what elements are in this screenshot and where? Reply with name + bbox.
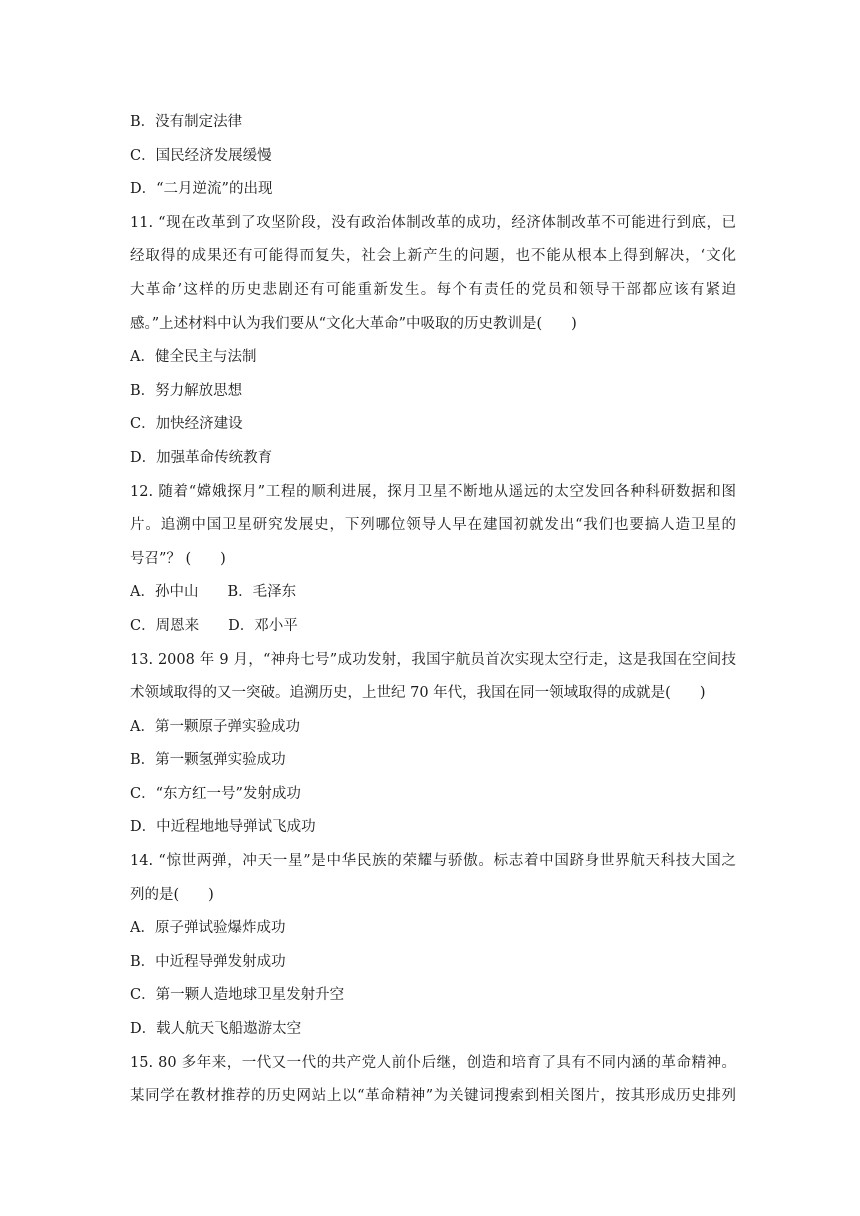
question-11-line-3: 大革命’这样的历史悲剧还有可能重新发生。每个有责任的党员和领导干部都应该有紧迫 (130, 281, 736, 298)
option-d-q13: D．中近程地地导弹试飞成功 (130, 819, 316, 836)
question-12-line-3: 号召”？ ( ) (130, 550, 226, 567)
question-11-line-1: 11. “现在改革到了攻坚阶段，没有政治体制改革的成功，经济体制改革不可能进行到底，已 (130, 214, 736, 231)
question-12-line-2: 片。追溯中国卫星研究发展史，下列哪位领导人早在建国初就发出“我们也要搞人造卫星的 (130, 517, 736, 534)
question-13-line-1: 13. 2008 年 9 月，“神舟七号”成功发射，我国宇航员首次实现太空行走，这是我国在空间技 (130, 651, 736, 668)
option-d-q11: D．加强革命传统教育 (130, 449, 273, 466)
option-b-q13: B．第一颗氢弹实验成功 (130, 752, 286, 769)
option-d-q10: D．“二月逆流”的出现 (130, 181, 273, 198)
option-c-q14: C．第一颗人造地球卫星发射升空 (130, 987, 345, 1004)
question-14-line-2: 列的是( ) (130, 886, 214, 903)
option-a-q14: A．原子弹试验爆炸成功 (130, 920, 286, 937)
option-c-q13: C．“东方红一号”发射成功 (130, 785, 301, 802)
question-11-line-4: 感。”上述材料中认为我们要从“文化大革命”中吸取的历史教训是( ) (130, 315, 577, 332)
question-15-line-1: 15. 80 多年来，一代又一代的共产党人前仆后继，创造和培育了具有不同内涵的革命精神。 (130, 1054, 736, 1071)
question-14-line-1: 14. “惊世两弹，冲天一星”是中华民族的荣耀与骄傲。标志着中国跻身世界航天科技大国之 (130, 853, 736, 870)
option-b-q10: B．没有制定法律 (130, 114, 243, 130)
option-c-q11: C．加快经济建设 (130, 416, 243, 433)
option-a-q13: A．第一颗原子弹实验成功 (130, 718, 300, 735)
question-13-line-2: 术领域取得的又一突破。追溯历史，上世纪 70 年代，我国在同一领域取得的成就是( ) (130, 685, 706, 702)
question-15-line-2: 某同学在教材推荐的历史网站上以“革命精神”为关键词搜索到相关图片，按其形成历史排列 (130, 1088, 736, 1105)
option-b-q11: B．努力解放思想 (130, 382, 243, 399)
question-text-block (130, 106, 736, 1114)
question-12-line-1: 12. 随着“嫦娥探月”工程的顺利进展，探月卫星不断地从遥远的太空发回各种科研数据和图 (130, 483, 736, 500)
option-a-q11: A．健全民主与法制 (130, 349, 257, 366)
options-ab-q12: A．孙中山 B．毛泽东 (130, 584, 297, 601)
options-cd-q12: C．周恩来 D．邓小平 (130, 617, 298, 634)
option-d-q14: D．载人航天飞船遨游太空 (130, 1021, 302, 1038)
option-c-q10: C．国民经济发展缓慢 (130, 147, 272, 164)
question-11-line-2: 经取得的成果还有可能得而复失，社会上新产生的问题，也不能从根本上得到解决，‘文化 (130, 248, 736, 265)
option-b-q14: B．中近程导弹发射成功 (130, 953, 286, 970)
